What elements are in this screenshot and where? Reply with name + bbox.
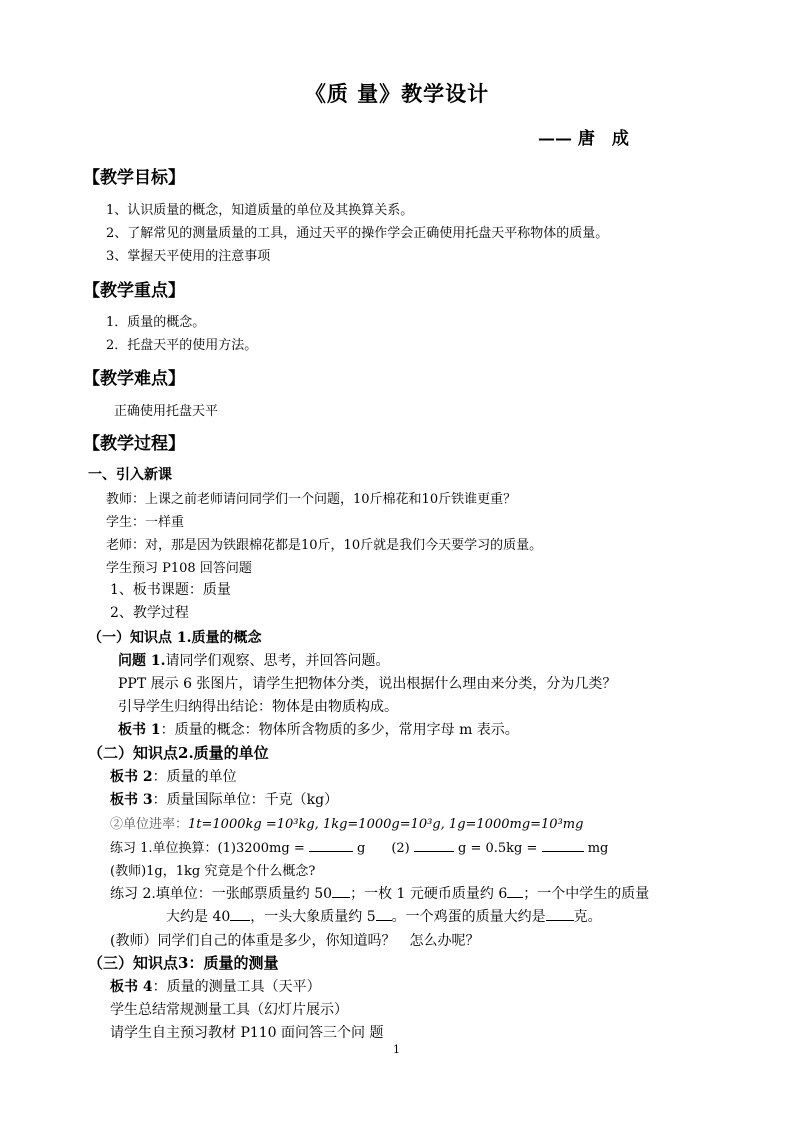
board-label: 板书 2 — [110, 769, 153, 785]
answer-blank[interactable] — [546, 907, 574, 921]
k2-exercise-2-cont — [166, 906, 602, 926]
section-heading-objectives: 【教学目标】 — [83, 168, 185, 188]
exercise-text: 练习 1.单位换算：(1)3200mg = — [110, 841, 305, 856]
k2-teacher-question-2: (教师）同学们自己的体重是多少，你知道吗？ 怎么办呢？ — [110, 933, 480, 949]
k2-unit-progression — [110, 813, 583, 832]
exercise-text: 大约是 40 — [166, 909, 231, 925]
board-label: 板书 3 — [110, 792, 153, 808]
board-label: 板书 1 — [118, 722, 161, 738]
k1-question — [118, 650, 390, 670]
question-label: 问题 1. — [118, 653, 166, 669]
progression-text: 1t=1000kg =10³kg, 1kg=1000g=10³g, 1g=1000mg=10³mg — [188, 817, 584, 832]
exercise-text: ；一枚 1 元硬币质量约 6 — [350, 886, 508, 902]
exercise-text: 练习 2.填单位：一张邮票质量约 50 — [110, 886, 333, 902]
board-text: ：质量的概念：物体所含物质的多少，常用字母 m 表示。 — [160, 722, 519, 738]
exercise-text: 。一个鸡蛋的质量大约是 — [391, 909, 546, 925]
answer-blank[interactable] — [507, 884, 523, 898]
document-title: 《质 量》教学设计 — [304, 81, 490, 106]
k2-heading: （二）知识点2.质量的单位 — [88, 744, 269, 762]
difficulty-text: 正确使用托盘天平 — [114, 404, 219, 419]
k3-line: 学生总结常规测量工具（幻灯片展示） — [110, 1002, 348, 1018]
progression-label: ②单位进率： — [110, 817, 189, 832]
answer-blank[interactable] — [309, 838, 353, 852]
intro-line: 学生预习 P108 回答问题 — [106, 561, 252, 576]
exercise-text: mg — [587, 841, 609, 856]
keypoint-item: 2．托盘天平的使用方法。 — [106, 338, 258, 353]
answer-blank[interactable] — [414, 838, 454, 852]
intro-line: 学生：一样重 — [106, 515, 185, 530]
objective-item: 3、掌握天平使用的注意事项 — [106, 249, 271, 264]
intro-line: 1、板书课题：质量 — [110, 582, 231, 598]
section-heading-difficulty: 【教学难点】 — [83, 369, 185, 389]
k3-board4 — [110, 976, 321, 996]
exercise-text: g (2) — [357, 841, 410, 856]
intro-line: 教师：上课之前老师请问同学们一个问题，10斤棉花和10斤铁谁更重？ — [106, 492, 517, 507]
page-number: 1 — [393, 1043, 400, 1056]
keypoint-item: 1．质量的概念。 — [106, 315, 206, 330]
question-text: 请同学们观察、思考，并回答问题。 — [165, 653, 390, 669]
objective-item: 2、了解常见的测量质量的工具，通过天平的操作学会正确使用托盘天平称物体的质量。 — [106, 226, 609, 241]
exercise-text: ，一头大象质量约 5 — [250, 909, 376, 925]
board-label: 板书 4 — [110, 979, 153, 995]
k3-heading: （三）知识点3：质量的测量 — [88, 954, 279, 972]
exercise-text: g = 0.5kg = — [458, 841, 538, 856]
exercise-text: ；一个中学生的质量 — [523, 886, 650, 902]
intro-line: 老师：对，那是因为铁跟棉花都是10斤，10斤就是我们今天要学习的质量。 — [106, 538, 543, 553]
k1-board — [118, 719, 519, 739]
k3-line: 请学生自主预习教材 P110 面问答三个问 题 — [110, 1025, 384, 1041]
answer-blank[interactable] — [542, 838, 584, 852]
answer-blank[interactable] — [230, 907, 250, 921]
author-line: —— 唐 成 — [538, 129, 629, 149]
intro-line: 2、教学过程 — [110, 605, 189, 621]
answer-blank[interactable] — [332, 884, 350, 898]
section-heading-process: 【教学过程】 — [83, 434, 185, 454]
section-heading-keypoints: 【教学重点】 — [83, 281, 185, 301]
board-text: ：质量国际单位：千克（kg） — [152, 792, 339, 808]
k1-guide-line: 引导学生归纳得出结论：物体是由物质构成。 — [118, 699, 398, 715]
exercise-text: 克。 — [573, 909, 602, 925]
k2-exercise-1 — [110, 837, 608, 856]
board-text: ：质量的测量工具（天平） — [152, 979, 321, 995]
k2-exercise-2 — [110, 883, 649, 903]
k2-board2 — [110, 766, 237, 786]
board-text: ：质量的单位 — [152, 769, 237, 785]
k1-heading: （一）知识点 1.质量的概念 — [88, 630, 262, 646]
objective-item: 1、认识质量的概念，知道质量的单位及其换算关系。 — [106, 203, 414, 218]
k2-teacher-question: (教师)1g，1kg 究竟是个什么概念? — [110, 864, 316, 879]
intro-heading: 一、引入新课 — [88, 467, 172, 483]
k1-ppt-line: PPT 展示 6 张图片，请学生把物体分类，说出根据什么理由来分类，分为几类？ — [118, 676, 617, 692]
k2-board3 — [110, 789, 338, 809]
answer-blank[interactable] — [376, 907, 392, 921]
